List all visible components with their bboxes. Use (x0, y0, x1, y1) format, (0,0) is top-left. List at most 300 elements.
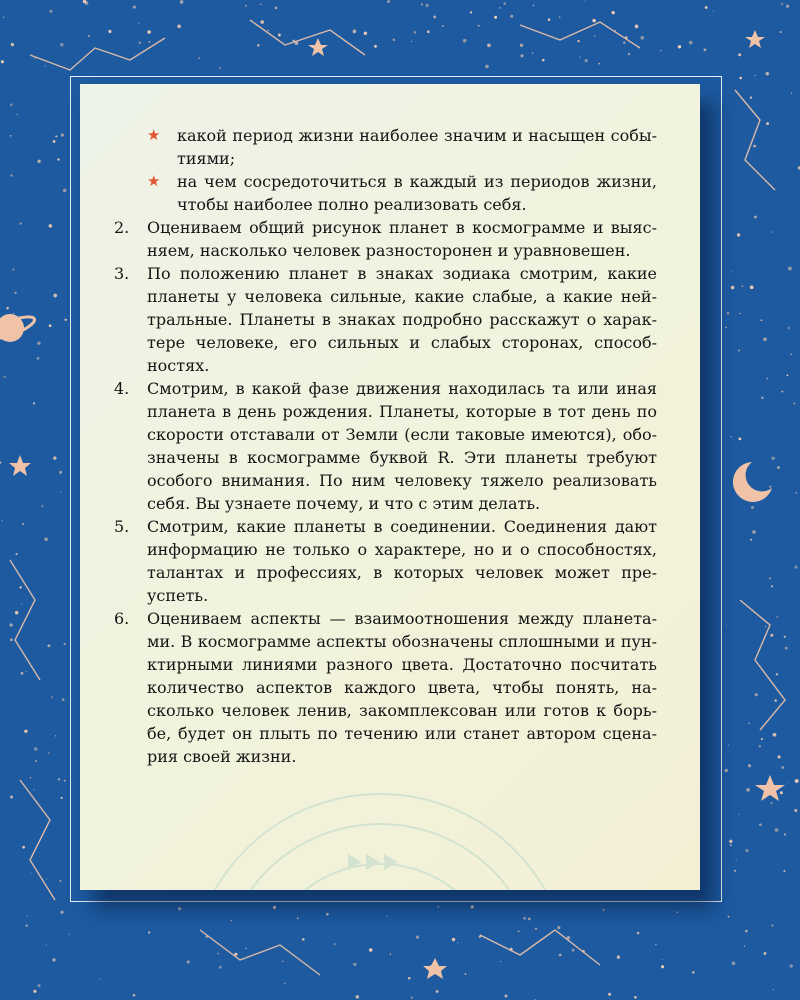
star-dot (759, 745, 762, 748)
star-dot (302, 938, 305, 941)
star-dot (52, 958, 55, 961)
star-dot (787, 375, 789, 377)
star-dot (640, 36, 644, 40)
star-dot (47, 644, 50, 647)
star-dot (725, 769, 728, 772)
list-item-line: ми. В космограмме аспекты обозначены сплошными и пун- (147, 632, 657, 651)
star-dot (780, 791, 783, 794)
star-dot (219, 966, 222, 969)
star-dot (738, 350, 740, 352)
star-dot (729, 840, 732, 843)
list-item-line: тральные. Планеты в знаках подробно расскажут о харак- (147, 310, 657, 329)
star-dot (523, 917, 526, 920)
star-dot (741, 285, 743, 287)
star-dot (772, 457, 775, 460)
star-dot (787, 782, 788, 783)
list-item-line: тере человеке, его сильных и слабых сторонах, способ- (147, 333, 657, 352)
star-dot (751, 506, 754, 509)
list-item-line: Оцениваем общий рисунок планет в космограмме и выяс- (147, 218, 657, 237)
star-dot (149, 41, 151, 43)
star-dot (246, 948, 247, 949)
star-dot (783, 870, 785, 872)
star-dot (282, 960, 284, 962)
star-dot (557, 926, 560, 929)
star-dot (598, 63, 600, 65)
star-dot (369, 948, 373, 952)
star-dot (637, 932, 640, 935)
list-item-number: 6. (114, 609, 130, 628)
star-dot (732, 961, 736, 965)
star-dot (744, 946, 746, 948)
star-dot (739, 313, 740, 314)
star-dot (776, 616, 777, 617)
star-dot (133, 994, 136, 997)
list-item-line: Смотрим, какие планеты в соединении. Соединения дают (147, 517, 657, 536)
star-dot (745, 930, 748, 933)
star-dot (775, 828, 779, 832)
star-dot (727, 312, 730, 315)
star-dot (655, 944, 657, 946)
star-dot (42, 505, 44, 507)
star-dot (34, 747, 38, 751)
star-dot (234, 953, 237, 956)
star-dot (334, 943, 336, 945)
star-dot (612, 11, 615, 14)
star-dot (374, 45, 377, 48)
star-dot (465, 973, 467, 975)
star-dot (769, 577, 771, 579)
star-dot (755, 693, 758, 696)
star-dot (22, 523, 24, 525)
star-dot (791, 93, 792, 94)
list-item-line: себя. Вы узнаете почему, и что с этим делать. (147, 494, 541, 513)
star-dot (761, 738, 763, 740)
star-dot (198, 57, 199, 58)
star-dot (62, 698, 65, 701)
star-dot (10, 104, 12, 106)
star-dot (37, 160, 40, 163)
star-dot (776, 673, 778, 675)
star-dot (13, 313, 14, 314)
star-dot (761, 397, 764, 400)
star-dot (452, 938, 456, 942)
star-dot (433, 15, 436, 18)
star-dot (49, 224, 53, 228)
star-dot (53, 140, 56, 143)
star-dot (737, 233, 740, 236)
star-icon: ★ (147, 172, 161, 190)
star-dot (548, 18, 551, 21)
star-dot (528, 918, 531, 921)
star-dot (22, 846, 25, 849)
list-item-line: няем, насколько человек разносторонен и уравновешен. (147, 241, 631, 260)
star-dot (30, 777, 31, 778)
star-dot (791, 354, 792, 355)
star-dot (414, 31, 417, 34)
star-dot (725, 327, 727, 329)
star-dot (796, 492, 798, 494)
star-dot (4, 376, 6, 378)
star-dot (678, 45, 681, 48)
star-dot (713, 11, 714, 12)
star-dot (726, 625, 727, 626)
star-dot (592, 19, 596, 23)
star-dot (463, 39, 467, 43)
star-dot (60, 43, 64, 47)
star-dot (10, 174, 12, 176)
list-item-number: 2. (114, 218, 130, 237)
star-dot (518, 931, 520, 933)
star-dot (12, 269, 14, 271)
star-dot (59, 471, 62, 474)
star-dot (257, 44, 260, 47)
star-dot (10, 795, 13, 798)
star-dot (594, 35, 595, 36)
list-item-line: сколько человек ленив, закомплексован или готов к борь- (147, 701, 657, 720)
star-dot (387, 916, 388, 917)
star-dot (15, 611, 19, 615)
star-dot (390, 953, 392, 955)
star-dot (748, 764, 751, 767)
star-dot (3, 17, 5, 19)
star-dot (260, 4, 261, 5)
star-dot (773, 733, 777, 737)
star-dot (784, 833, 786, 835)
star-dot (38, 984, 41, 987)
star-dot (494, 16, 497, 19)
star-dot (387, 0, 390, 3)
star-dot (503, 2, 505, 4)
star-dot (60, 491, 61, 492)
star-dot (704, 49, 707, 52)
star-dot (780, 31, 782, 33)
star-dot (21, 603, 22, 604)
star-dot (411, 997, 413, 999)
list-item-line: Смотрим, в какой фазе движения находилась та или иная (147, 379, 657, 398)
star-dot (771, 231, 772, 232)
list-item-line: количество аспектов каждого цвета, чтобы понять, на- (147, 678, 657, 697)
star-dot (180, 0, 184, 4)
star-dot (602, 909, 605, 912)
star-dot (617, 955, 620, 958)
star-dot (752, 530, 756, 534)
star-dot (731, 271, 732, 272)
star-dot (10, 135, 12, 137)
star-dot (326, 913, 329, 916)
star-dot (471, 905, 474, 908)
star-dot (260, 20, 264, 24)
star-dot (795, 779, 799, 783)
star-dot (662, 959, 663, 960)
list-item-line: скорости отставали от Земли (если таковые имеются), обо- (147, 425, 657, 444)
star-dot (470, 11, 472, 13)
star-dot (37, 342, 40, 345)
star-dot (284, 983, 286, 985)
star-dot (763, 337, 767, 341)
bullet-line: тиями; (177, 149, 236, 168)
star-dot (750, 96, 753, 99)
star-dot (6, 307, 8, 309)
star-dot (736, 860, 737, 861)
star-dot (26, 924, 28, 926)
star-dot (738, 53, 741, 56)
list-item-line: значены в космограмме буквой R. Эти планеты требуют (147, 448, 657, 467)
star-dot (46, 945, 47, 946)
star-dot (781, 3, 783, 5)
star-dot (520, 54, 523, 57)
list-item-line: рия своей жизни. (147, 747, 297, 766)
star-dot (532, 52, 534, 54)
star-dot (68, 934, 69, 935)
star-dot (661, 965, 664, 968)
star-dot (745, 849, 748, 852)
star-dot (245, 5, 247, 7)
star-dot (60, 880, 62, 882)
star-dot (766, 378, 768, 380)
list-item-line: талантах и профессиях, в которых человек может пре- (147, 563, 657, 582)
star-dot (784, 636, 786, 638)
list-item-line: Оцениваем аспекты — взаимоотношения между планета- (147, 609, 657, 628)
star-dot (356, 995, 359, 998)
star-dot (739, 438, 742, 441)
star-dot (753, 145, 756, 148)
star-dot (393, 38, 396, 41)
star-dot (755, 75, 756, 76)
star-dot (771, 802, 773, 804)
list-item-number: 3. (114, 264, 130, 283)
star-dot (559, 954, 562, 957)
star-dot (33, 789, 34, 790)
star-dot (789, 964, 793, 968)
list-item-line: особого внимания. По ним человеку тяжело реализовать (147, 471, 657, 490)
bullet-line: на чем сосредоточиться в каждый из периодов жизни, (177, 172, 657, 191)
star-dot (10, 638, 13, 641)
star-dot (138, 23, 139, 24)
star-dot (297, 917, 299, 919)
star-dot (37, 357, 40, 360)
star-dot (20, 222, 22, 224)
star-dot (579, 57, 580, 58)
star-dot (11, 43, 15, 47)
star-dot (728, 916, 730, 918)
star-dot (738, 814, 739, 815)
star-dot (788, 327, 790, 329)
star-dot (764, 952, 767, 955)
star-dot (585, 0, 586, 1)
star-dot (746, 788, 750, 792)
star-dot (676, 911, 678, 913)
list-item-line: ностях. (147, 356, 210, 375)
star-dot (427, 30, 430, 33)
star-dot (273, 906, 276, 909)
star-dot (771, 924, 773, 926)
star-dot (46, 879, 47, 880)
star-dot (778, 755, 781, 758)
bullet-line: чтобы наиболее полно реализовать себя. (177, 195, 527, 214)
star-dot (178, 907, 181, 910)
star-dot (766, 122, 769, 125)
list-item-line: успеть. (147, 586, 209, 605)
star-dot (734, 870, 736, 872)
star-dot (572, 949, 575, 952)
star-dot (766, 72, 769, 75)
list-item-line: По положению планет в знаках зодиака смотрим, какие (147, 264, 657, 283)
star-dot (421, 3, 423, 5)
list-item-number: 5. (114, 517, 130, 536)
star-dot (500, 961, 502, 963)
star-dot (217, 953, 219, 955)
star-dot (731, 436, 732, 437)
star-dot (689, 41, 693, 45)
star-dot (10, 623, 13, 626)
star-dot (60, 911, 63, 914)
list-item-line: информацию не только о характере, но и о способностях, (147, 540, 657, 559)
star-dot (408, 977, 411, 980)
star-dot (705, 6, 708, 9)
star-dot (781, 391, 783, 393)
star-dot (139, 42, 141, 44)
list-item-line: бе, будет он плыть по течению или станет автором сцена- (147, 724, 657, 743)
star-dot (35, 58, 36, 59)
star-dot (535, 928, 537, 930)
star-dot (25, 671, 26, 672)
star-dot (765, 626, 766, 627)
star-dot (33, 402, 35, 404)
star-dot (777, 466, 780, 469)
star-dot (773, 989, 774, 990)
star-dot (88, 35, 90, 37)
star-dot (628, 53, 630, 55)
star-dot (61, 133, 64, 136)
bullet-line: какой период жизни наиболее значим и насыщен собы- (177, 126, 657, 145)
star-dot (49, 324, 52, 327)
star-dot (739, 77, 742, 80)
star-dot (794, 566, 797, 569)
star-dot (27, 916, 28, 917)
star-dot (416, 935, 419, 938)
star-dot (65, 319, 67, 321)
star-dot (761, 319, 763, 321)
star-dot (750, 539, 752, 541)
list-item-line: планеты у человека сильные, какие слабые, а какие ней- (147, 287, 657, 306)
star-dot (457, 942, 458, 943)
star-dot (785, 647, 788, 650)
list-item-line: планета в день рождения. Планеты, которые в тот день по (147, 402, 657, 421)
star-dot (774, 699, 776, 701)
star-dot (24, 730, 27, 733)
star-dot (219, 67, 220, 68)
star-dot (748, 722, 750, 724)
star-dot (660, 50, 661, 51)
star-dot (58, 778, 60, 780)
star-dot (769, 486, 771, 488)
star-dot (438, 906, 440, 908)
star-dot (53, 294, 57, 298)
star-dot (64, 643, 66, 645)
star-icon: ★ (147, 126, 161, 144)
star-dot (14, 292, 16, 294)
star-dot (754, 216, 757, 219)
star-dot (520, 43, 523, 46)
star-dot (35, 760, 37, 762)
star-dot (728, 745, 729, 746)
star-dot (53, 456, 56, 459)
list-item-line: ктирными линиями разного цвета. Достаточно посчитать (147, 655, 657, 674)
star-dot (794, 809, 797, 812)
star-dot (786, 5, 789, 8)
star-dot (63, 189, 67, 193)
star-dot (353, 963, 356, 966)
star-dot (411, 41, 412, 42)
star-dot (542, 59, 545, 62)
star-dot (1, 60, 4, 63)
star-dot (510, 15, 513, 18)
star-dot (788, 267, 792, 271)
star-dot (770, 634, 773, 637)
star-dot (781, 766, 784, 769)
star-dot (499, 7, 501, 9)
star-dot (49, 10, 52, 13)
star-dot (771, 585, 773, 587)
star-dot (353, 30, 357, 34)
star-dot (61, 797, 63, 799)
star-dot (577, 40, 579, 42)
star-dot (533, 5, 535, 7)
star-dot (585, 59, 588, 62)
star-dot (187, 961, 190, 964)
star-dot (147, 30, 151, 34)
star-dot (55, 735, 56, 736)
star-dot (19, 586, 21, 588)
star-dot (231, 920, 233, 922)
star-dot (21, 672, 24, 675)
star-dot (16, 114, 18, 116)
star-dot (634, 996, 637, 999)
star-dot (692, 971, 694, 973)
star-dot (267, 29, 269, 31)
star-dot (55, 135, 57, 137)
star-dot (33, 990, 36, 993)
star-dot (485, 65, 489, 69)
star-dot (608, 993, 611, 996)
star-dot (148, 931, 151, 934)
star-dot (750, 285, 754, 289)
star-dot (364, 32, 367, 35)
star-dot (44, 537, 48, 541)
star-dot (57, 158, 59, 160)
star-dot (731, 286, 735, 290)
star-dot (623, 41, 626, 44)
star-dot (278, 34, 281, 37)
star-dot (133, 6, 136, 9)
star-dot (177, 24, 181, 28)
star-dot (51, 696, 52, 697)
star-dot (478, 25, 480, 27)
star-dot (425, 4, 428, 7)
star-dot (99, 978, 100, 979)
star-dot (505, 994, 508, 997)
star-dot (487, 44, 491, 48)
star-dot (275, 7, 278, 10)
star-dot (2, 520, 3, 521)
star-dot (64, 780, 66, 782)
list-item-number: 4. (114, 379, 130, 398)
star-dot (48, 752, 50, 754)
star-dot (30, 873, 31, 874)
star-dot (793, 402, 795, 404)
star-dot (730, 844, 732, 846)
star-dot (559, 16, 560, 17)
